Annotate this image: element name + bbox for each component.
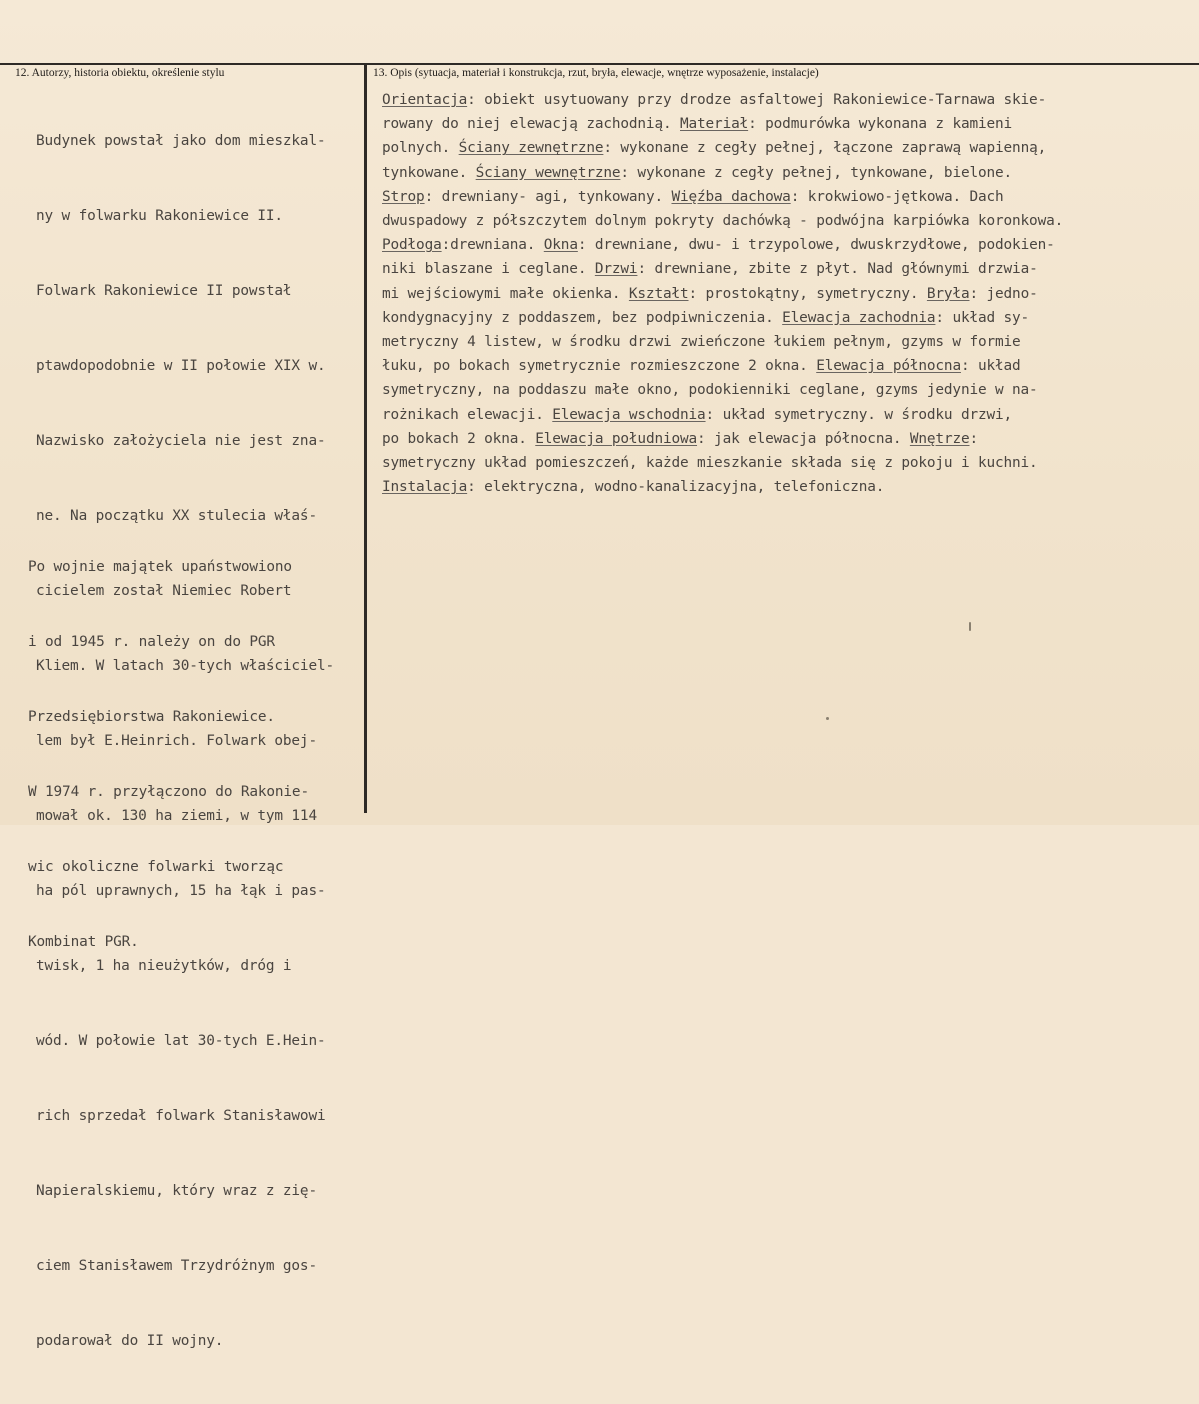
- text-segment: rowany do niej elewacją zachodnią.: [382, 116, 680, 133]
- text-segment: rożnikach elewacji.: [382, 406, 553, 423]
- section-keyword: Instalacja: [382, 479, 468, 496]
- text-line: [382, 403, 1063, 427]
- text-line: W 1974 r. przyłączono do Rakonie-: [28, 784, 309, 800]
- text-line: twisk, 1 ha nieużytków, dróg i: [36, 958, 292, 974]
- text-line: [382, 475, 1063, 499]
- text-line: ny w folwarku Rakoniewice II.: [36, 208, 283, 224]
- section-keyword: Elewacja wschodnia: [552, 406, 706, 423]
- text-line: [382, 88, 1063, 112]
- text-segment: symetryczny układ pomieszczeń, każde mieszkanie składa się z pokoju i kuchni.: [382, 455, 1038, 472]
- text-line: [382, 354, 1063, 378]
- text-line: [382, 306, 1063, 330]
- text-line: Folwark Rakoniewice II powstał: [36, 283, 292, 299]
- text-line: Po wojnie majątek upaństwowiono: [28, 559, 292, 575]
- text-segment: niki blaszane i ceglane.: [382, 261, 595, 278]
- text-segment: : wykonane z cegły pełnej, tynkowane, bielone.: [620, 164, 1013, 181]
- section-keyword: Więźba dachowa: [671, 188, 791, 205]
- section-12-header: 12. Autorzy, historia obiektu, określenie stylu: [15, 67, 225, 79]
- section-keyword: Bryła: [926, 285, 970, 302]
- text-line: [382, 257, 1063, 281]
- text-line: [382, 330, 1063, 354]
- text-line: [382, 136, 1063, 160]
- text-segment: :drewniana.: [441, 237, 544, 254]
- text-line: Kombinat PGR.: [28, 934, 139, 950]
- column-divider: [364, 63, 367, 813]
- description-paragraph: [382, 88, 1063, 499]
- text-segment: : krokwiowo-jętkowa. Dach: [790, 188, 1004, 205]
- text-segment: po bokach 2 okna.: [382, 430, 536, 447]
- text-segment: dwuspadowy z półszczytem dolnym pokryty dachówką - podwójna karpiówka koronkowa.: [382, 213, 1064, 230]
- text-segment: : prostokątny, symetryczny.: [688, 285, 927, 302]
- section-13-header: 13. Opis (sytuacja, materiał i konstrukcja, rzut, bryła, elewacje, wnętrze wyposażenie, instalacje): [373, 67, 819, 79]
- header-rule: [0, 63, 1199, 65]
- text-segment: :: [969, 430, 979, 447]
- section-keyword: Kształt: [628, 285, 689, 302]
- section-keyword: Wnętrze: [909, 430, 970, 447]
- text-segment: metryczny 4 listew, w środku drzwi zwieńczone łukiem pełnym, gzyms w formie: [382, 334, 1021, 351]
- section-keyword: Elewacja zachodnia: [782, 309, 936, 326]
- text-line: Budynek powstał jako dom mieszkal-: [36, 133, 326, 149]
- section-keyword: Ściany wewnętrzne: [475, 164, 621, 181]
- ink-mark: [969, 622, 971, 631]
- section-keyword: Strop: [382, 188, 425, 205]
- text-line: ha pól uprawnych, 15 ha łąk i pas-: [36, 883, 326, 899]
- text-line: mował ok. 130 ha ziemi, w tym 114: [36, 808, 317, 824]
- text-line: ciem Stanisławem Trzydróżnym gos-: [36, 1258, 317, 1274]
- text-line: ptawdopodobnie w II połowie XIX w.: [36, 358, 326, 374]
- text-line: rich sprzedał folwark Stanisławowi: [36, 1108, 326, 1124]
- section-keyword: Materiał: [680, 116, 749, 133]
- section-keyword: Elewacja południowa: [535, 430, 698, 447]
- text-line: ne. Na początku XX stulecia właś-: [36, 508, 317, 524]
- text-segment: : wykonane z cegły pełnej, łączone zaprawą wapienną,: [603, 140, 1047, 157]
- text-segment: : obiekt usytuowany przy drodze asfaltowej Rakoniewice-Tarnawa skie-: [467, 92, 1047, 108]
- text-line: [382, 427, 1063, 451]
- text-line: [382, 378, 1063, 402]
- postwar-paragraph: [28, 505, 309, 1005]
- text-line: [382, 233, 1063, 257]
- text-segment: : drewniane, dwu- i trzypolowe, dwuskrzydłowe, podokien-: [577, 237, 1055, 254]
- text-line: i od 1945 r. należy on do PGR: [28, 634, 275, 650]
- text-line: Napieralskiemu, który wraz z zię-: [36, 1183, 317, 1199]
- text-segment: : układ sy-: [935, 309, 1030, 326]
- text-line: [382, 112, 1063, 136]
- text-line: [382, 282, 1063, 306]
- text-line: [382, 185, 1063, 209]
- text-line: Nazwisko założyciela nie jest zna-: [36, 433, 326, 449]
- text-segment: : układ: [960, 358, 1021, 375]
- text-segment: polnych.: [382, 140, 459, 157]
- text-segment: symetryczny, na poddaszu małe okno, podokienniki ceglane, gzyms jedynie w na-: [382, 382, 1038, 399]
- text-segment: tynkowane.: [382, 164, 476, 181]
- text-line: cicielem został Niemiec Robert: [36, 583, 292, 599]
- text-line: [382, 209, 1063, 233]
- text-line: Przedsiębiorstwa Rakoniewice.: [28, 709, 275, 725]
- text-line: [382, 161, 1063, 185]
- text-segment: : podmurówka wykonana z kamieni: [748, 116, 1013, 133]
- text-line: podarował do II wojny.: [36, 1333, 224, 1349]
- text-segment: : jedno-: [969, 285, 1038, 302]
- text-segment: kondygnacyjny z poddaszem, bez podpiwniczenia.: [382, 309, 783, 326]
- text-segment: : drewniane, zbite z płyt. Nad głównymi drzwia-: [637, 261, 1038, 278]
- section-keyword: Podłoga: [382, 237, 442, 254]
- text-line: wic okoliczne folwarki tworząc: [28, 859, 284, 875]
- text-line: Kliem. W latach 30-tych właściciel-: [36, 658, 334, 674]
- text-line: lem był E.Heinrich. Folwark obej-: [36, 733, 317, 749]
- text-segment: : jak elewacja północna.: [697, 430, 910, 447]
- section-keyword: Okna: [543, 237, 578, 254]
- section-keyword: Ściany zewnętrzne: [458, 140, 604, 157]
- text-segment: : drewniany- agi, tynkowany.: [424, 188, 672, 205]
- text-line: [382, 451, 1063, 475]
- section-keyword: Orientacja: [382, 92, 468, 108]
- text-line: wód. W połowie lat 30-tych E.Hein-: [36, 1033, 326, 1049]
- text-segment: łuku, po bokach symetrycznie rozmieszczone 2 okna.: [382, 358, 817, 375]
- text-segment: : elektryczna, wodno-kanalizacyjna, telefoniczna.: [467, 479, 885, 496]
- section-keyword: Elewacja północna: [816, 358, 961, 375]
- section-keyword: Drzwi: [594, 261, 638, 278]
- text-segment: mi wejściowymi małe okienka.: [382, 285, 629, 302]
- ink-speck: [826, 717, 829, 720]
- text-segment: : układ symetryczny. w środku drzwi,: [705, 406, 1013, 423]
